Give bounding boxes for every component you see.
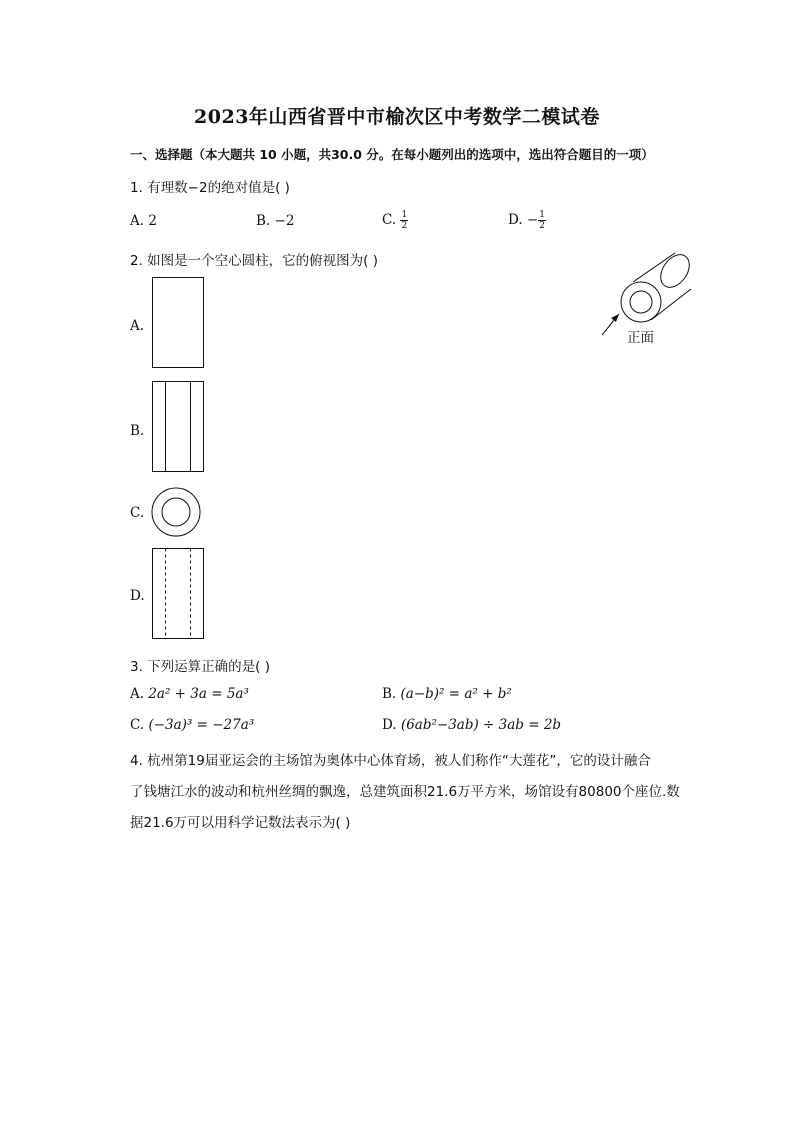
q2-option-b-label: B.: [130, 423, 145, 439]
q2-option-c-figure: [151, 487, 203, 539]
section-heading: 一、选择题（本大题共 10 小题，共30.0 分。在每小题列出的选项中，选出符合题目的一项）: [130, 147, 654, 162]
q3-option-d-expression: (6ab²−3ab) ÷ 3ab = 2b: [400, 717, 562, 733]
question-2-stem: 2. 如图是一个空心圆柱，它的俯视图为( ): [130, 253, 378, 269]
q1-option-d-label: D. −: [508, 212, 539, 228]
q2-option-d-figure: [152, 548, 205, 640]
front-view-label: 正面: [627, 330, 654, 346]
q1-option-d: [508, 210, 546, 231]
question-1-stem: 1. 有理数−2的绝对值是( ): [130, 180, 290, 196]
fraction-numerator: 1: [539, 210, 545, 220]
q3-option-b-expression: (a−b)² = a² + b²: [400, 686, 512, 702]
fraction-denominator: 2: [539, 221, 545, 231]
q3-option-a-expression: 2a² + 3a = 5a³: [148, 686, 249, 702]
q2-option-a-figure: [152, 277, 205, 369]
question-4-line-2: 了钱塘江水的波动和杭州丝绸的飘逸，总建筑面积21.6万平方米，场馆设有80800个座位.数: [130, 784, 680, 800]
outer-rectangle: [153, 549, 204, 639]
q2-option-b-figure: [152, 381, 205, 473]
q3-option-d-label: D.: [382, 717, 401, 733]
q3-option-c-expression: (−3a)³ = −27a³: [148, 717, 255, 733]
q3-option-c-label: C.: [130, 717, 149, 733]
q1-option-b: B. −2: [256, 213, 295, 229]
inner-circle: [162, 498, 190, 526]
question-3-stem: 3. 下列运算正确的是( ): [130, 659, 270, 675]
fraction-numerator: 1: [401, 210, 408, 220]
question-4-line-1: 4. 杭州第19届亚运会的主场馆为奥体中心体育场，被人们称作“大莲花”，它的设计融合: [130, 753, 651, 769]
cylinder-back-ellipse: [655, 249, 695, 292]
fraction-denominator: 2: [401, 221, 408, 231]
view-arrow-head: [611, 314, 619, 322]
cylinder-top-edge: [633, 253, 675, 282]
q3-option-b: [382, 686, 512, 702]
q2-option-d-label: D.: [130, 588, 145, 604]
q3-option-a: [130, 686, 249, 702]
question-4-line-3: 据21.6万可以用科学记数法表示为( ): [130, 815, 351, 831]
q2-option-a-label: A.: [130, 318, 145, 334]
cylinder-front-inner-circle: [630, 291, 652, 313]
q1-option-a: A. 2: [130, 213, 157, 229]
q1-option-c-fraction: [400, 210, 408, 231]
q2-option-c-label: C.: [130, 505, 145, 521]
q3-option-a-label: A.: [130, 686, 149, 702]
page-title: 2023年山西省晋中市榆次区中考数学二模试卷: [194, 106, 600, 128]
q1-option-d-fraction: [538, 210, 546, 231]
outer-rectangle: [153, 278, 204, 368]
outer-rectangle: [153, 382, 204, 472]
q3-option-d: [382, 717, 561, 733]
q1-option-c-label: C.: [382, 212, 401, 228]
q3-option-c: [130, 717, 254, 733]
q1-option-c: [382, 210, 408, 231]
q3-option-b-label: B.: [382, 686, 401, 702]
outer-circle: [152, 488, 200, 536]
